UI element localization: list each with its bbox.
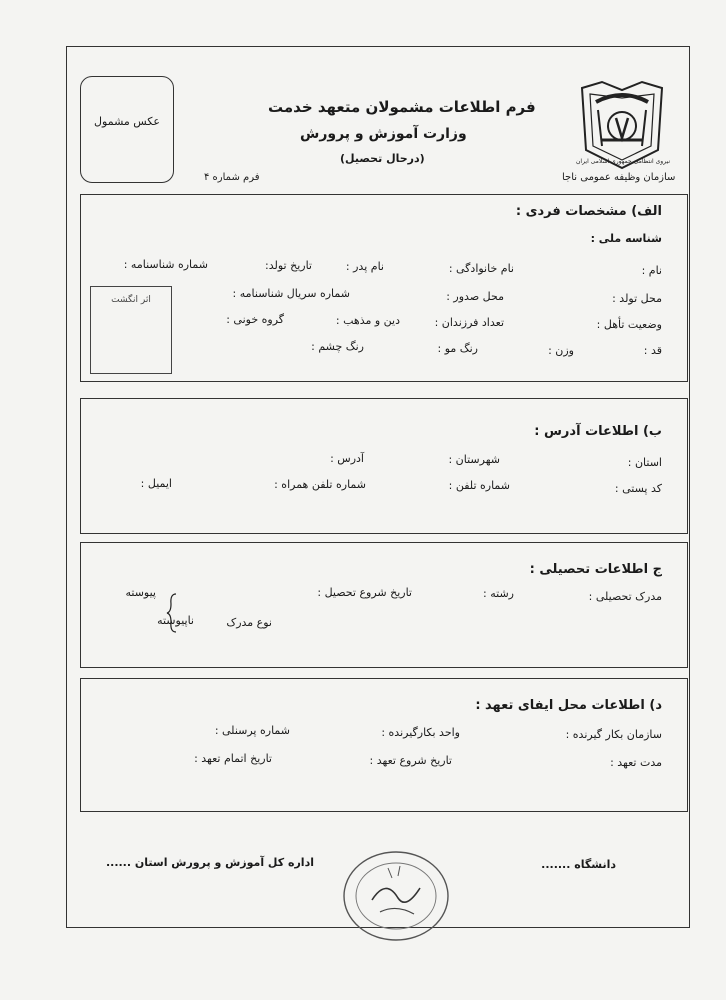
first-name-label: نام :: [641, 264, 662, 277]
emblem-caption: نیروی انتظامی جمهوری اسلامی ایران: [576, 158, 670, 165]
birth-place-label: محل تولد :: [612, 292, 662, 305]
section-d-title: د) اطلاعات محل ایفای تعهد :: [475, 698, 662, 713]
mobile-label: شماره تلفن همراه :: [274, 478, 366, 491]
national-id-label: شناسه ملی :: [590, 232, 662, 245]
brace-icon: [166, 592, 180, 634]
issue-place-label: محل صدور :: [446, 290, 504, 303]
religion-label: دین و مذهب :: [335, 314, 400, 327]
last-name-label: نام خانوادگی :: [448, 262, 514, 275]
employer-unit-label: واحد بکارگیرنده :: [381, 726, 460, 739]
photo-box: [80, 76, 174, 183]
commitment-period-label: مدت تعهد :: [610, 756, 662, 769]
fingerprint-box: [90, 286, 172, 374]
degree-label: مدرک تحصیلی :: [588, 590, 662, 603]
blood-group-label: گروه خونی :: [226, 313, 284, 326]
official-stamp-icon: [340, 848, 452, 944]
city-label: شهرستان :: [448, 453, 500, 466]
email-label: ایمیل :: [140, 477, 172, 490]
section-a-title: الف) مشخصات فردی :: [515, 204, 662, 219]
hair-color-label: رنگ مو :: [437, 342, 478, 355]
children-count-label: تعداد فرزندان :: [434, 316, 504, 329]
eye-color-label: رنگ چشم :: [311, 340, 364, 353]
start-date-label: تاریخ شروع تحصیل :: [317, 586, 412, 599]
province-label: استان :: [627, 456, 662, 469]
weight-label: وزن :: [548, 344, 574, 357]
section-c-title: ج اطلاعات تحصیلی :: [529, 562, 662, 577]
section-address: [80, 398, 688, 534]
form-title: فرم اطلاعات مشمولان متعهد خدمت: [268, 98, 536, 116]
fingerprint-label: اثر انگشت: [111, 295, 151, 305]
directorate-signature: اداره کل آموزش و پرورش استان ......: [105, 856, 314, 869]
commitment-end-label: تاریخ اتمام تعهد :: [194, 752, 272, 765]
personnel-number-label: شماره پرسنلی :: [214, 724, 290, 737]
section-b-title: ب) اطلاعات آدرس :: [534, 424, 662, 439]
commitment-start-label: تاریخ شروع تعهد :: [369, 754, 452, 767]
id-serial-label: شماره سریال شناسنامه :: [232, 287, 350, 300]
non-continuous-option: ناپیوسته: [157, 614, 194, 627]
postal-code-label: کد پستی :: [614, 482, 662, 495]
height-label: قد :: [643, 344, 662, 357]
phone-label: شماره تلفن :: [448, 479, 510, 492]
university-signature: دانشگاه .......: [541, 858, 616, 871]
photo-label: عکس مشمول: [94, 115, 160, 128]
form-subtitle: (درحال تحصیل): [340, 152, 425, 165]
org-name: سازمان وظیفه عمومی ناجا: [562, 172, 676, 183]
address-label: آدرس :: [330, 452, 364, 465]
form-number: فرم شماره ۴: [204, 172, 260, 183]
continuous-option: پیوسته: [125, 586, 156, 599]
birth-date-label: تاریخ تولد:: [265, 259, 312, 272]
marital-status-label: وضعیت تأهل :: [596, 318, 662, 331]
employer-org-label: سازمان بکار گیرنده :: [565, 728, 662, 741]
ministry-name: وزارت آموزش و پرورش: [300, 126, 467, 142]
major-label: رشته :: [483, 587, 514, 600]
degree-type-label: نوع مدرک: [226, 616, 272, 629]
father-name-label: نام پدر :: [345, 260, 384, 273]
id-number-label: شماره شناسنامه :: [123, 258, 208, 271]
